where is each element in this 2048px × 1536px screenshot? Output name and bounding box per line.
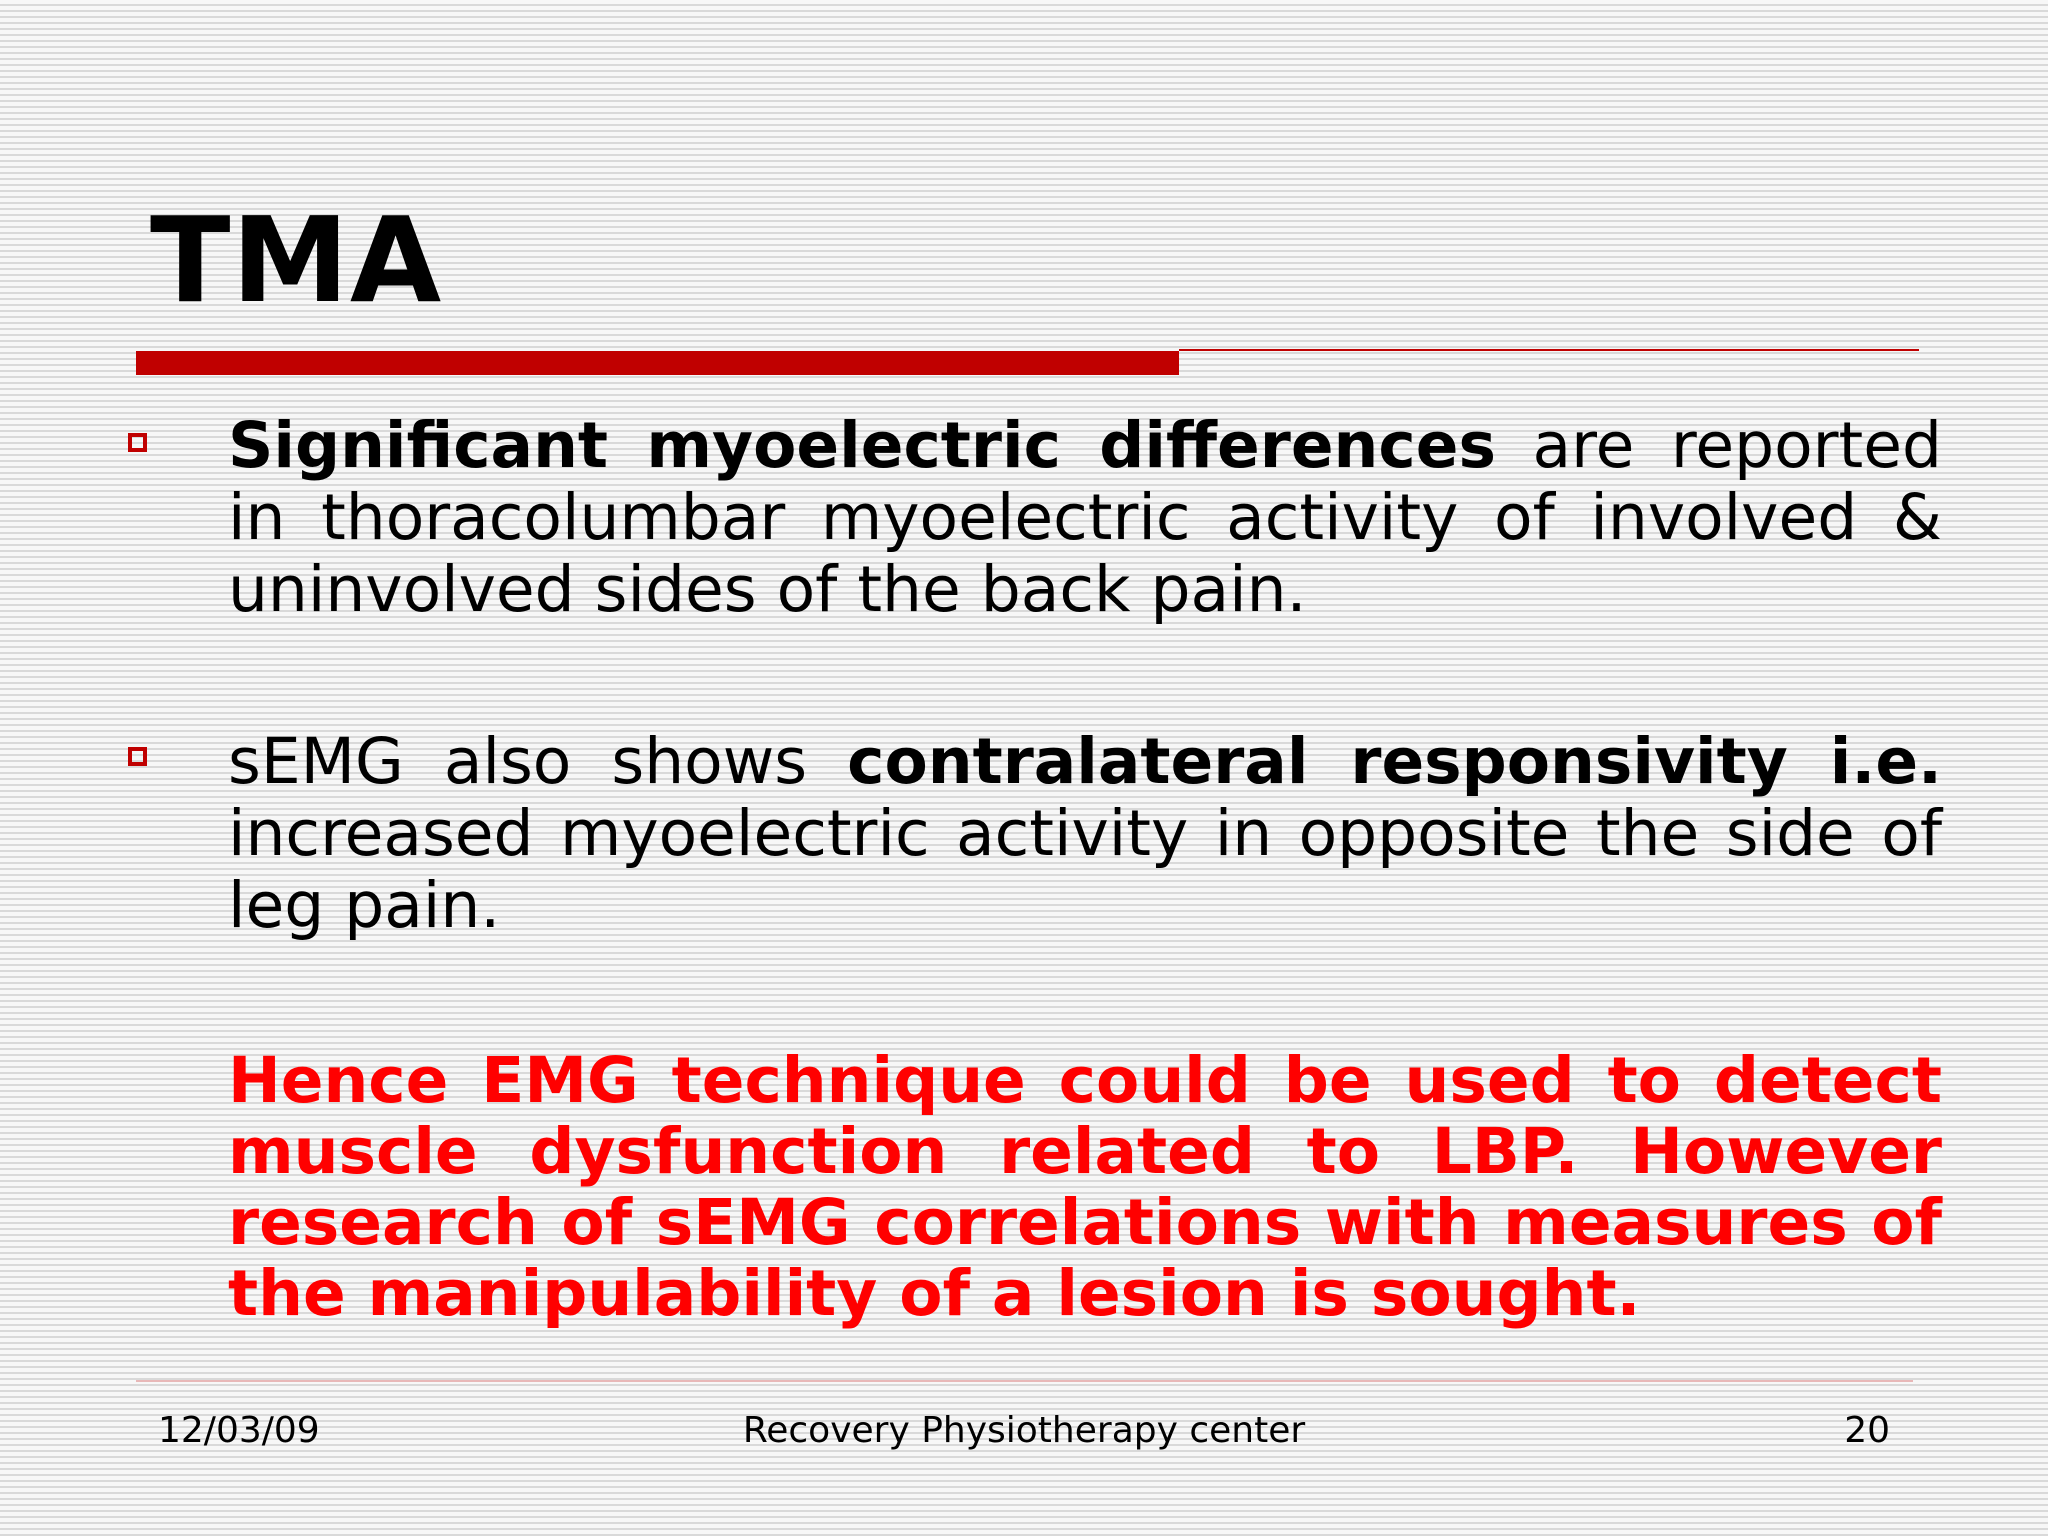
footer-divider [136,1380,1913,1382]
bullet-1-text: are reported in thoracolumbar myoelectric activity of involved & uninvolved sides of the back pain. [228,409,1942,626]
bullet-2-text-before: sEMG also shows [228,725,848,798]
footer-organization: Recovery Physiotherapy center [742,1410,1306,1451]
conclusion-text: Hence EMG technique could be used to detect muscle dysfunction related to LBP. However research of sEMG correlations with measures of the manipulability of a lesion is sought. [228,1044,1942,1330]
bullet-item-1 [228,410,1942,626]
bullet-2-bold: contralateral responsivity i.e. [847,725,1942,798]
title-underline-thin [1179,349,1919,351]
bullet-2-text-after: increased myoelectric activity in opposite the side of leg pain. [228,797,1942,942]
hollow-square-icon [128,433,147,452]
hollow-square-icon [128,747,147,766]
bullet-item-2 [228,726,1942,942]
title-underline-thick [136,351,1179,375]
footer-page-number: 20 [1844,1410,1890,1451]
slide-title: TMA [150,191,443,329]
footer-date: 12/03/09 [158,1410,320,1451]
bullet-1-bold-lead: Significant myoelectric differences [228,409,1496,482]
